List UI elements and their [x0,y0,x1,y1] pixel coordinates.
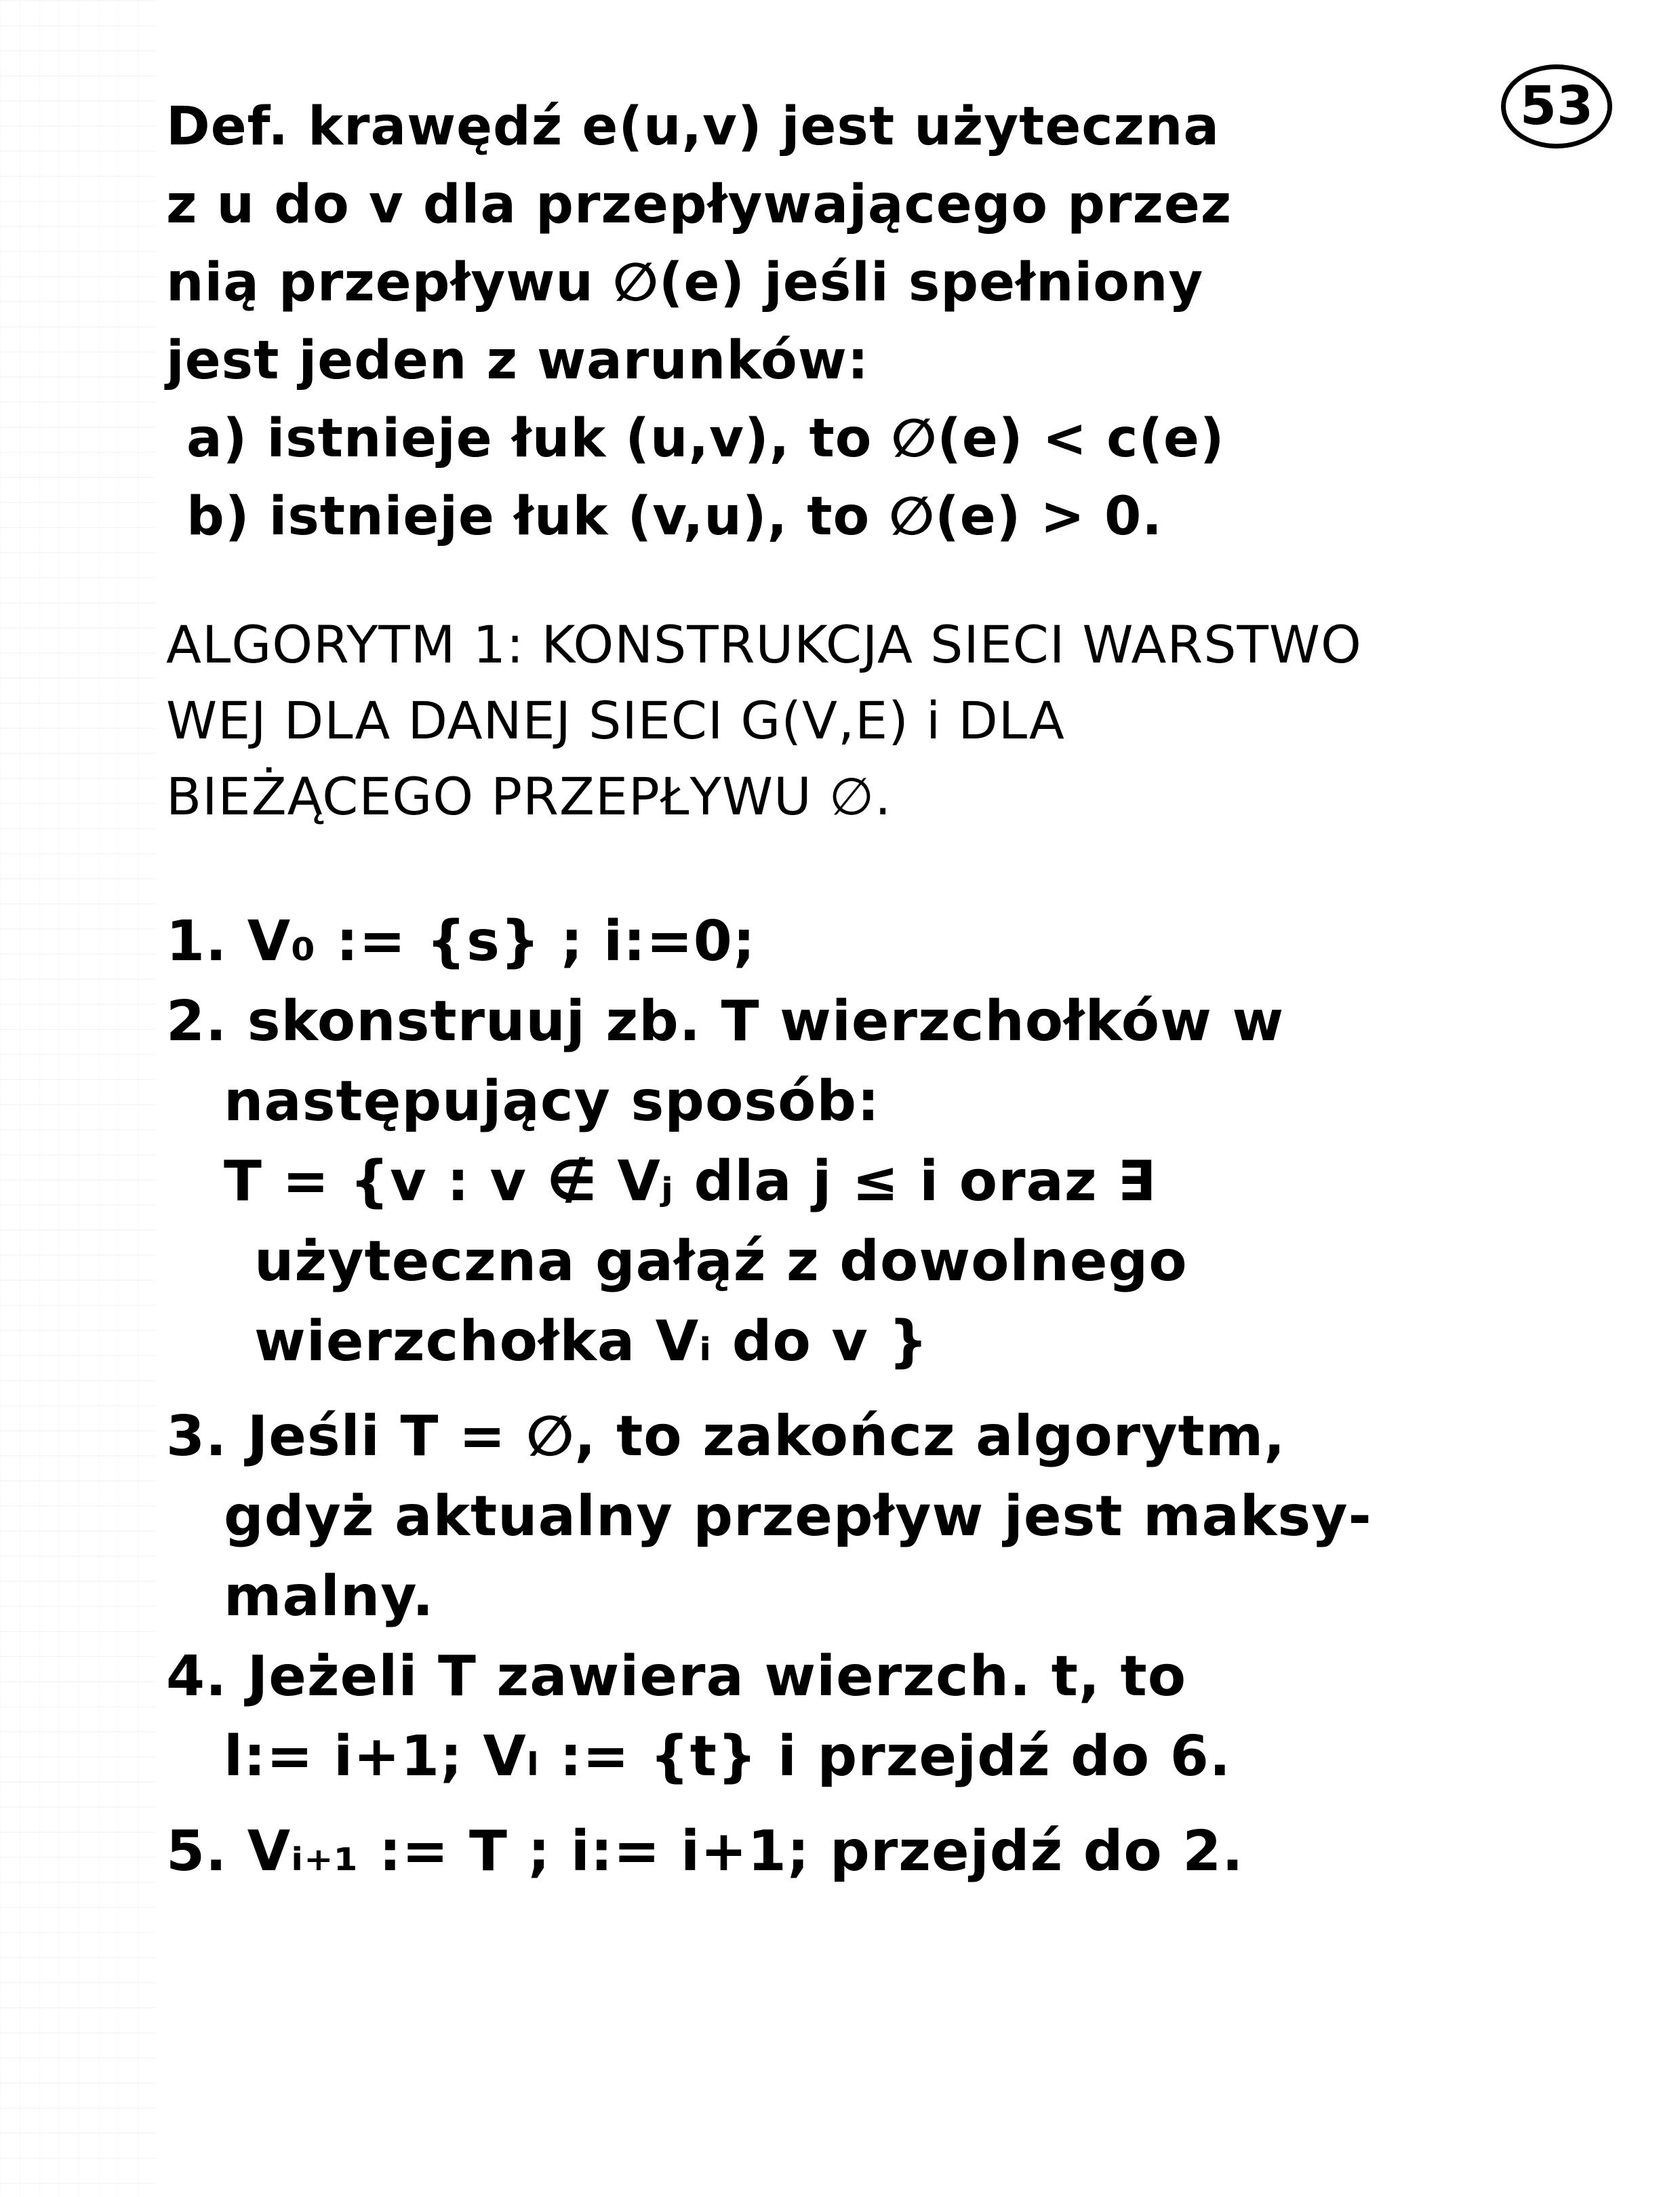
step-4-line-2: l:= i+1; Vₗ := {t} i przejdź do 6. [224,1724,1231,1789]
step-3-line-3: malny. [224,1564,435,1629]
definition-line-2: z u do v dla przepływającego przez [166,174,1233,235]
step-3-line-2: gdyż aktualny przepływ jest maksy- [224,1484,1372,1549]
definition-line-4: jest jeden z warunków: [166,330,869,391]
page-number-text: 53 [1519,76,1594,137]
algorithm-title [166,607,1558,835]
step-5: 5. Vᵢ₊₁ := T ; i:= i+1; przejdź do 2. [166,1819,1244,1884]
definition-condition-a: a) istnieje łuk (u,v), to ∅(e) < c(e) [186,408,1225,469]
definition-condition-b: b) istnieje łuk (v,u), to ∅(e) > 0. [186,486,1163,547]
definition-line-3: nią przepływu ∅(e) jeśli spełniony [166,252,1204,313]
step-2-line-4: użyteczna gałąź z dowolnego [254,1229,1188,1294]
definition-block [166,88,1558,556]
step-1: 1. V₀ := {s} ; i:=0; [166,909,756,974]
algorithm-title-line-3: BIEŻĄCEGO PRZEPŁYWU ∅. [166,766,892,827]
step-2-line-1: 2. skonstruuj zb. T wierzchołków w [166,989,1285,1054]
step-2-line-5: wierzchołka Vᵢ do v } [254,1309,929,1374]
algorithm-steps [166,902,1558,1892]
step-3-line-1: 3. Jeśli T = ∅, to zakończ algorytm, [166,1404,1286,1469]
algorithm-title-line-2: WEJ DLA DANEJ SIECI G(V,E) i DLA [166,690,1065,751]
step-4-line-1: 4. Jeżeli T zawiera wierzch. t, to [166,1644,1187,1709]
definition-line-1: Def. krawędź e(u,v) jest użyteczna [166,96,1220,157]
scan-margin-noise [0,0,156,2197]
algorithm-title-line-1: ALGORYTM 1: KONSTRUKCJA SIECI WARSTWO [166,614,1362,675]
step-2-line-3: T = {v : v ∉ Vⱼ dla j ≤ i oraz ∃ [224,1149,1157,1214]
step-2-line-2: następujący sposób: [224,1069,880,1134]
